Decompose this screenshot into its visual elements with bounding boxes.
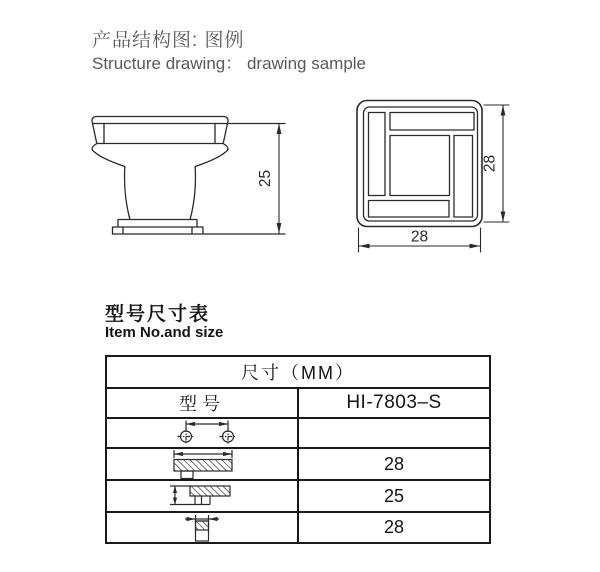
- size-unit-header: 尺寸（MM）: [106, 356, 490, 388]
- knob-top-view: [357, 101, 509, 253]
- model-label-cell: 型号: [106, 388, 298, 418]
- top-width-value: 28: [298, 448, 490, 480]
- body-height-value: 25: [298, 480, 490, 512]
- hole-distance-icon: [166, 419, 238, 447]
- item-size-table: [105, 355, 491, 544]
- table-row: [106, 480, 490, 512]
- side-height-dimension: 25: [257, 169, 274, 188]
- screw-width-icon: [182, 514, 222, 542]
- table-row: [106, 512, 490, 543]
- size-table-title: 型号尺寸表: [105, 304, 211, 325]
- table-row: [106, 356, 490, 388]
- top-view-width-dimension: 28: [410, 228, 429, 246]
- table-row: [106, 388, 490, 418]
- model-number-cell: HI-7803–S: [298, 388, 490, 418]
- top-view-pinwheel-pattern: [369, 113, 475, 218]
- page-subtitle: Structure drawing： drawing sample: [92, 54, 367, 73]
- size-table-subtitle: Item No.and size: [105, 324, 224, 341]
- top-view-height-dimension: 28: [481, 154, 499, 173]
- body-height-icon: [162, 483, 242, 509]
- page-title: 产品结构图: 图例: [92, 30, 245, 51]
- table-row: [106, 448, 490, 480]
- hole-distance-value: [298, 418, 490, 448]
- top-width-icon: [166, 449, 238, 479]
- screw-width-value: 28: [298, 512, 490, 543]
- table-row: [106, 418, 490, 448]
